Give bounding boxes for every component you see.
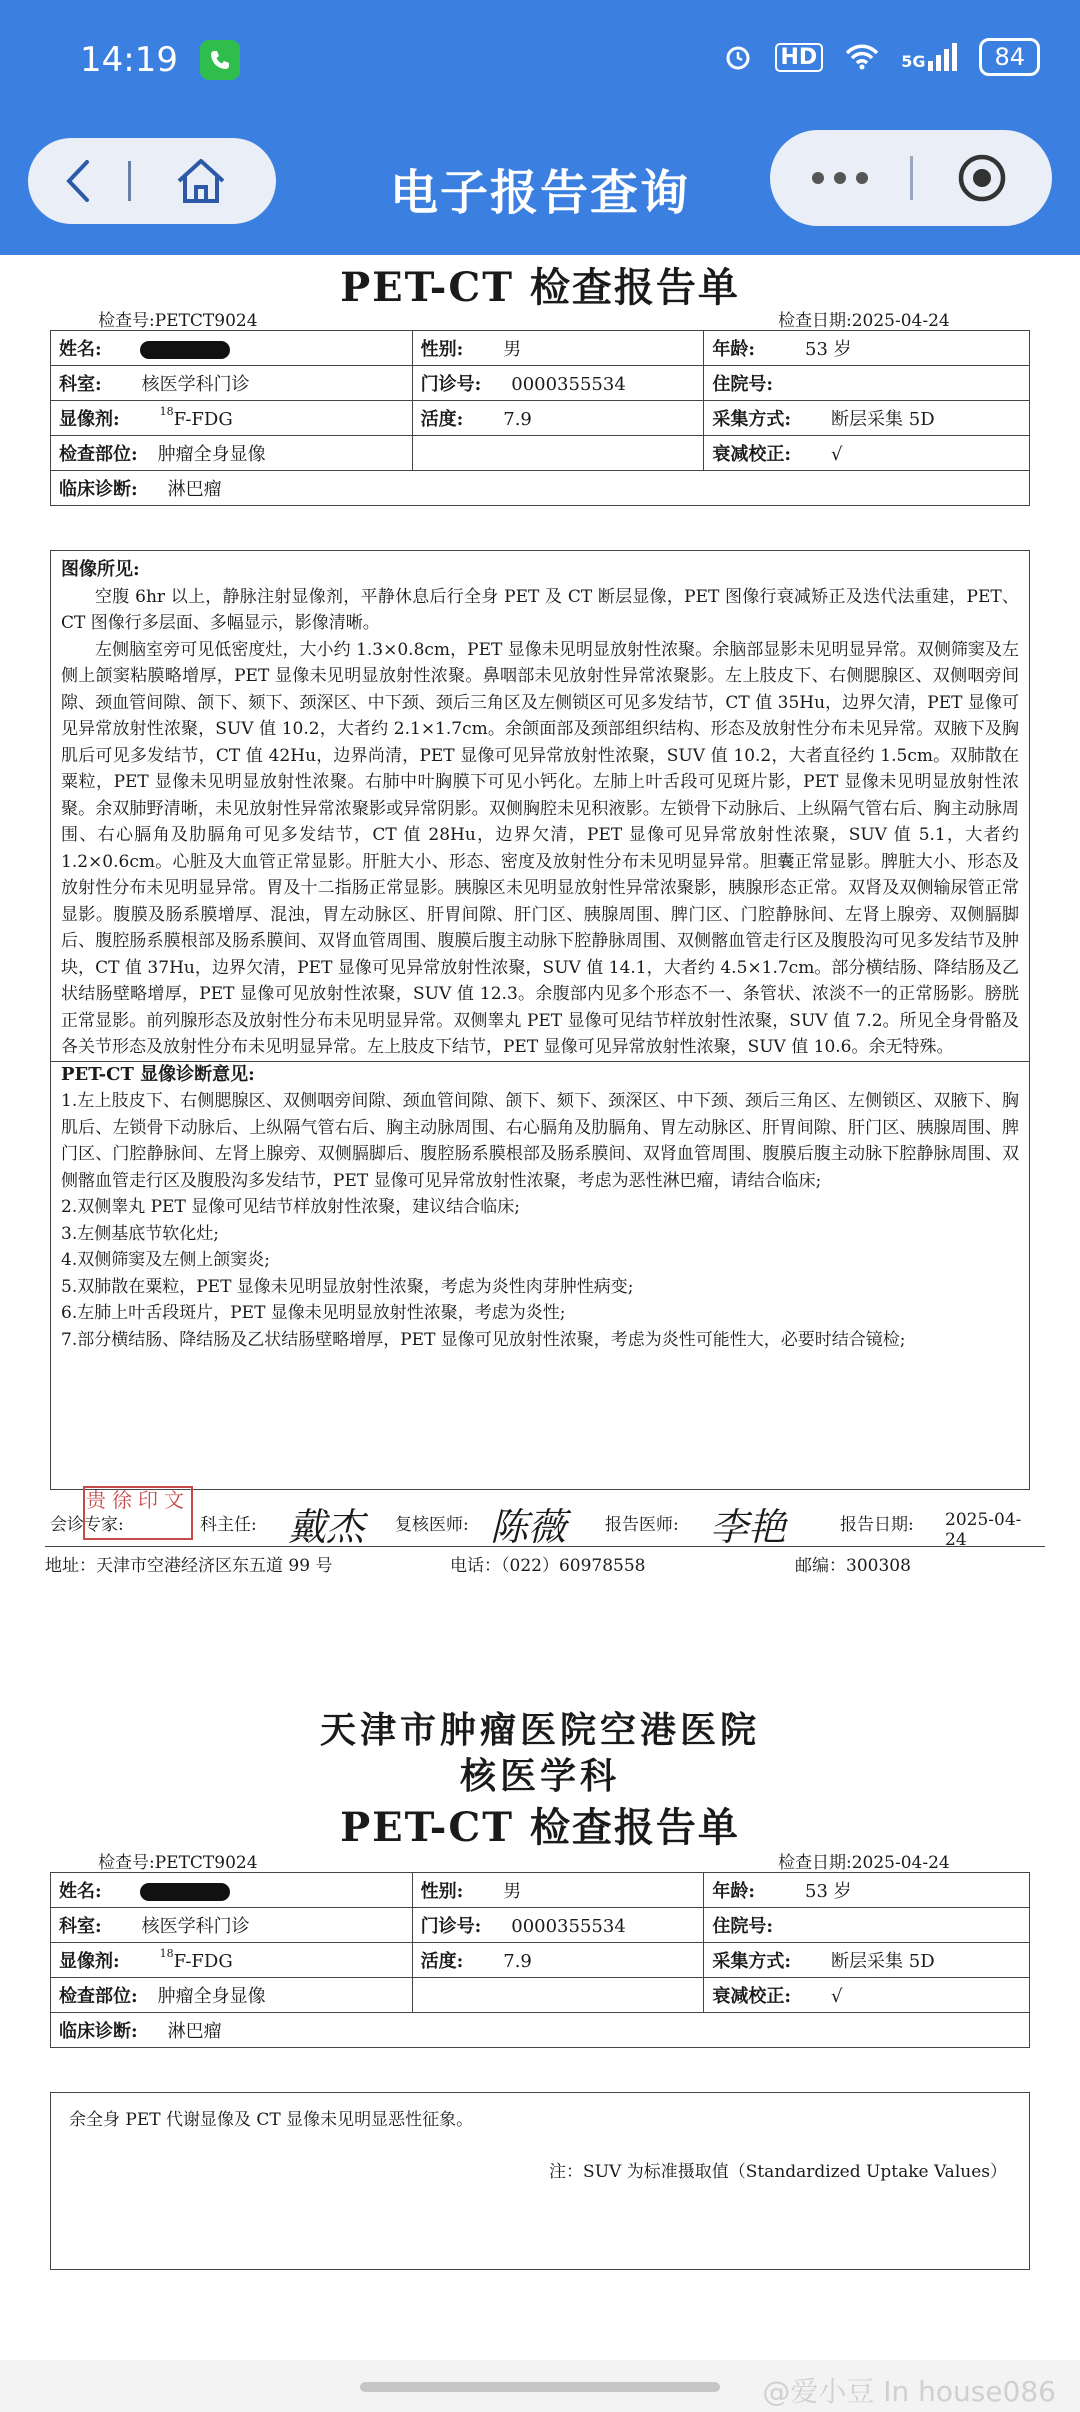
status-time: 14:19 [80, 40, 178, 80]
more-options-button[interactable] [770, 172, 910, 184]
exam-number: 检查号:PETCT9024 [98, 311, 258, 331]
consult-label: 会诊专家: [50, 1515, 124, 1535]
status-icons [723, 38, 1041, 76]
hd-icon: HD [775, 43, 824, 72]
director-label: 科主任: [200, 1515, 257, 1535]
conclusion-box [50, 2092, 1030, 2270]
report-date-label: 报告日期: [840, 1515, 914, 1535]
close-miniprogram-button[interactable] [913, 152, 1051, 204]
opinion-item: 1.左上肢皮下、右侧腮腺区、双侧咽旁间隙、颈血管间隙、颌下、颏下、颈深区、中下颈、颈后三角区、左侧锁区、双腋下、胸肌后、左锁骨下动脉后、上纵隔气管右后、胸主动脉周围、右心膈角及肋膈角、胃左动脉区、肝胃间隙、肝门区、胰腺周围、脾门区、门腔静脉间、左肾上腺旁、双侧膈脚后、腹腔肠系膜根部及肠系膜间、双肾血管周围、腹膜后腹主动脉下腔静脉周围、双侧髂血管走行区及腹股沟多发结节，PET 显像可见异常放射性浓聚，考虑为恶性淋巴瘤，请结合临床; [61, 1091, 1019, 1191]
name-redacted [140, 1883, 230, 1901]
report-title: PET-CT 检查报告单 [340, 264, 740, 311]
findings-intro: 空腹 6hr 以上，静脉注射显像剂，平静休息后行全身 PET 及 CT 断层显像，PET 图像行衰减矫正及迭代法重建，PET、CT 图像行多层面、多幅显示，影像清晰。 [61, 586, 1019, 633]
page-title: 电子报告查询 [389, 165, 690, 221]
wifi-icon [845, 44, 879, 70]
nav-bar [0, 120, 1080, 255]
exam-number-2: 检查号:PETCT9024 [98, 1853, 258, 1873]
opinion-item: 4.双侧筛窦及左侧上颌窦炎; [61, 1250, 270, 1270]
opinion-item: 5.双肺散在粟粒，PET 显像未见明显放射性浓聚，考虑为炎性肉芽肿性病变; [61, 1276, 634, 1297]
opinion-item: 2.双侧睾丸 PET 显像可见结节样放射性浓聚，建议结合临床; [61, 1197, 520, 1217]
hospital-name: 天津市肿瘤医院空港医院 [319, 1710, 760, 1751]
nav-right-capsule [770, 130, 1052, 226]
suv-note: 注：SUV 为标准摄取值（Standardized Uptake Values） [549, 2162, 1007, 2182]
hospital-contact [45, 1546, 1045, 1576]
expert-seal: 贵徐印文 [83, 1486, 193, 1540]
gesture-home-indicator[interactable] [360, 2382, 720, 2392]
patient-info-table: 姓名: 性别: 男 年龄: 53 岁 科室: 核医学科门诊 门诊号: 0000355534 住院号: 显像剂: $^{18}$F-FDG 活度: 7.9 采集方式: 断层采集 5D 检查部位: 肿瘤全身显像 衰减校正: √ 临床诊断: 淋巴瘤 [50, 330, 1030, 506]
signal-5g-icon: 5G [901, 43, 957, 71]
status-bar [0, 0, 1080, 120]
findings-box [50, 550, 1030, 1490]
name-redacted [140, 341, 230, 359]
opinion-item: 3.左侧基底节软化灶; [61, 1223, 219, 1244]
opinion-heading: PET-CT 显像诊断意见: [61, 1063, 255, 1085]
conclusion-text: 余全身 PET 代谢显像及 CT 显像未见明显恶性征象。 [69, 2110, 474, 2130]
report-title-2: PET-CT 检查报告单 [340, 1804, 740, 1851]
findings-heading: 图像所见: [61, 559, 140, 580]
findings-body: 左侧脑室旁可见低密度灶，大小约 1.3×0.8cm，PET 显像未见明显放射性浓聚。余脑部显影未见明显异常。双侧筛窦及左侧上颌窦粘膜略增厚，PET 显像未见明显放射性浓聚。鼻咽部未见放射性异常浓聚影。左上肢皮下、右侧腮腺区、双侧咽旁间隙、颈血管间隙、颌下、颏下、颈深区、中下颈、颈后三角区及左侧锁区可见多发结节，CT 值 35Hu，边界欠清，PET 显像可见异常放射性浓聚，SUV 值 10.2，大者约 2.1×1.7cm。余颌面部及颈部组织结构、形态及放射性分布未见异常。双腋下及胸肌后可见多发结节，CT 值 42Hu，边界尚清，PET 显像可见异常放射性浓聚，SUV 值 10.2，大者直径约 1.5cm。双肺散在粟粒，PET 显像未见明显放射性浓聚。右肺中叶胸膜下可见小钙化。左肺上叶舌段可见斑片影，PET 显像未见明显放射性浓聚。余双肺野清晰，未见放射性异常浓聚影或异常阴影。双侧胸腔未见积液影。左锁骨下动脉后、上纵隔气管右后、胸主动脉周围、右心膈角及肋膈角可见多发结节，CT 值 28Hu，边界欠清，PET 显像可见异常放射性浓聚，SUV 值 5.1，大者约 1.2×0.6cm。心脏及大血管正常显影。肝脏大小、形态、密度及放射性分布未见明显异常。胆囊正常显影。脾脏大小、形态及放射性分布未见明显异常。胃及十二指肠正常显影。胰腺区未见明显放射性异常浓聚影，胰腺形态正常。双肾及双侧输尿管正常显影。腹膜及肠系膜增厚、混浊，胃左动脉区、肝胃间隙、肝门区、胰腺周围、脾门区、门腔静脉间、左肾上腺旁、双侧膈脚后、腹腔肠系膜根部及肠系膜间、双肾血管周围、腹膜后腹主动脉下腔静脉周围、双侧髂血管走行区及腹股沟可见多发结节及肿块，CT 值 37Hu，边界欠清，PET 显像可见异常放射性浓聚，SUV 值 14.1，大者约 4.5×1.7cm。部分横结肠、降结肠及乙状结肠壁略增厚，PET 显像可见放射性浓聚，SUV 值 12.3。余腹部内见多个形态不一、条管状、浓淡不一的正常肠影。膀胱正常显影。前列腺形态及放射性分布未见明显异常。双侧睾丸 PET 显像可见结节样放射性浓聚，SUV 值 7.2。所见全身骨骼及各关节形态及放射性分布未见明显异常。左上肢皮下结节，PET 显像可见异常放射性浓聚，SUV 值 10.6。余无特殊。 [61, 639, 1019, 1057]
signature-row [50, 1492, 1040, 1552]
reporter-label: 报告医师: [605, 1515, 679, 1535]
opinion-item: 7.部分横结肠、降结肠及乙状结肠壁略增厚，PET 显像可见放射性浓聚，考虑为炎性可能性大，必要时结合镜检; [61, 1329, 906, 1350]
department-name: 核医学科 [459, 1756, 620, 1797]
opinion-item: 6.左肺上叶舌段斑片，PET 显像未见明显放射性浓聚，考虑为炎性; [61, 1303, 566, 1323]
reporter-signature: 李艳 [710, 1505, 787, 1549]
watermark-text: @爱小豆 In house086 [762, 2375, 1056, 2408]
hospital-postcode: 邮编：300308 [795, 1556, 911, 1576]
reviewer-label: 复核医师: [395, 1515, 469, 1535]
reviewer-signature: 陈薇 [490, 1505, 567, 1549]
patient-info-table-2: 姓名: 性别: 男 年龄: 53 岁 科室: 核医学科门诊 门诊号: 0000355534 住院号: 显像剂: $^{18}$F-FDG 活度: 7.9 采集方式: 断层采集 5D 检查部位: 肿瘤全身显像 衰减校正: √ 临床诊断: 淋巴瘤 [50, 1872, 1030, 2048]
battery-indicator: 84 [979, 38, 1040, 76]
phone-call-icon [200, 40, 240, 80]
exam-date: 检查日期:2025-04-24 [778, 311, 950, 331]
target-close-icon [956, 152, 1008, 204]
director-signature: 戴杰 [288, 1505, 365, 1549]
alarm-icon [723, 42, 753, 72]
hospital-address: 地址：天津市空港经济区东五道 99 号 [45, 1556, 333, 1576]
exam-date-2: 检查日期:2025-04-24 [778, 1853, 950, 1873]
hospital-phone: 电话：（022）60978558 [450, 1556, 646, 1576]
report-date: 2025-04-24 [945, 1510, 1022, 1550]
opinion-list [61, 1088, 1019, 1353]
